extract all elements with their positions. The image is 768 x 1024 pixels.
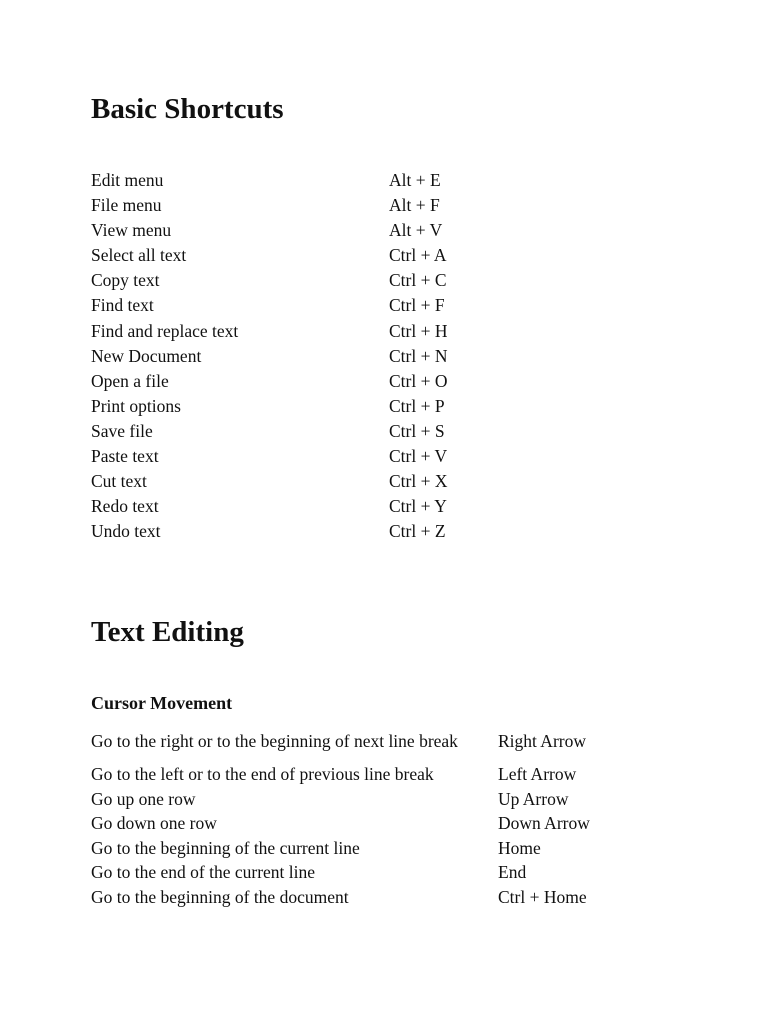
shortcut-keys: Ctrl + A [389, 245, 447, 266]
shortcut-description: New Document [91, 345, 202, 366]
shortcut-description: Cut text [91, 471, 147, 492]
shortcut-description: File menu [91, 195, 162, 216]
shortcut-keys: Home [498, 837, 541, 858]
shortcut-description: Copy text [91, 270, 160, 291]
shortcut-description: Go down one row [91, 813, 217, 834]
shortcut-description: Go to the end of the current line [91, 862, 316, 883]
shortcut-keys: Ctrl + Home [498, 886, 587, 907]
shortcut-keys: Ctrl + F [389, 295, 445, 316]
shortcut-description: Edit menu [91, 170, 164, 190]
shortcut-keys: Up Arrow [498, 788, 569, 809]
basic-shortcuts-heading: Basic Shortcuts [91, 93, 284, 125]
shortcut-keys: Ctrl + V [389, 446, 448, 467]
shortcut-keys: Alt + V [389, 220, 443, 241]
shortcut-keys: Ctrl + N [389, 345, 448, 366]
shortcut-keys: Ctrl + X [389, 471, 448, 492]
shortcut-description: Find and replace text [91, 320, 239, 341]
shortcut-keys: Ctrl + H [389, 320, 448, 341]
cursor-movement-subheading: Cursor Movement [91, 693, 233, 713]
shortcut-description: Select all text [91, 245, 187, 266]
shortcut-keys: Right Arrow [498, 731, 586, 751]
shortcut-description: Go to the beginning of the current line [91, 837, 360, 858]
shortcut-keys: Ctrl + P [389, 395, 445, 416]
shortcut-keys: Ctrl + Z [389, 521, 446, 542]
shortcut-description: Find text [91, 295, 154, 316]
shortcut-description: Go up one row [91, 788, 196, 809]
shortcut-keys: Ctrl + S [389, 420, 445, 441]
shortcut-keys: Alt + E [389, 170, 441, 190]
shortcut-description: Paste text [91, 446, 159, 467]
shortcut-keys: End [498, 862, 527, 883]
shortcut-description: Redo text [91, 496, 159, 517]
shortcut-keys: Alt + F [389, 195, 440, 216]
shortcut-description: Go to the beginning of the document [91, 886, 349, 907]
shortcut-keys: Ctrl + O [389, 370, 448, 391]
shortcut-description: Go to the right or to the beginning of next line break [91, 731, 458, 751]
shortcut-description: Open a file [91, 370, 169, 391]
shortcut-keys: Ctrl + C [389, 270, 447, 291]
shortcut-keys: Ctrl + Y [389, 496, 447, 517]
shortcut-description: View menu [91, 220, 172, 241]
shortcut-keys: Left Arrow [498, 764, 577, 784]
shortcut-description: Go to the left or to the end of previous line break [91, 764, 434, 784]
text-editing-heading: Text Editing [91, 616, 244, 648]
shortcut-description: Undo text [91, 521, 161, 542]
shortcut-description: Save file [91, 420, 153, 441]
shortcut-keys: Down Arrow [498, 813, 590, 834]
shortcut-description: Print options [91, 395, 181, 416]
